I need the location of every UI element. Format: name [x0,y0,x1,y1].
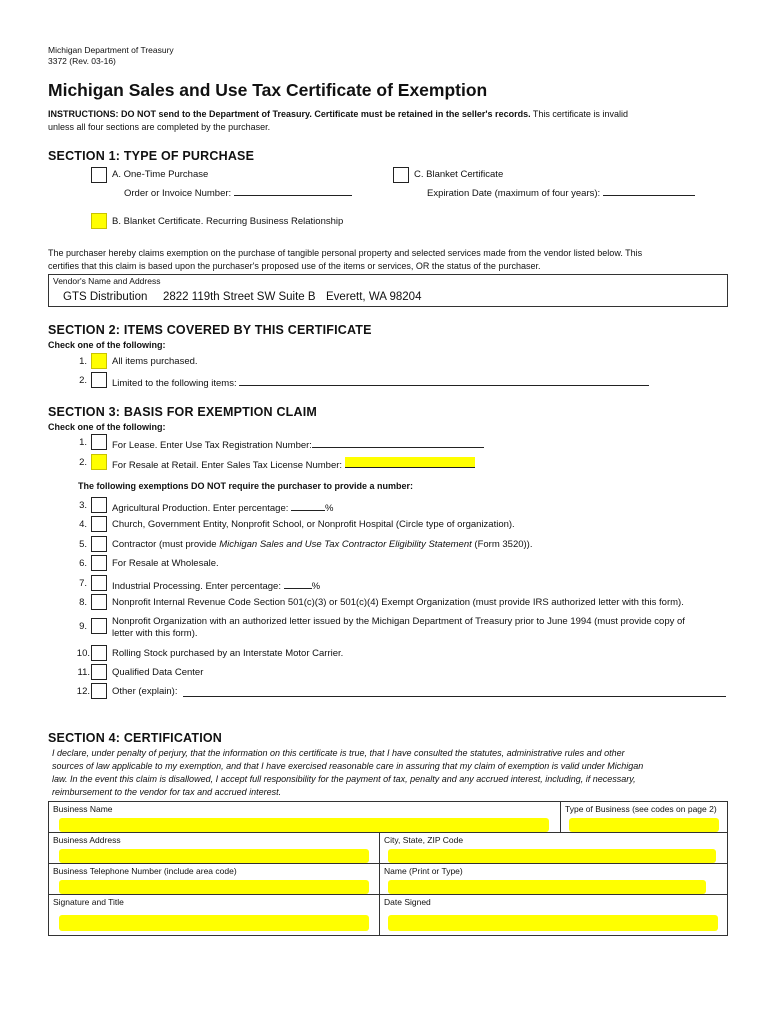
section2-item1-number: 1. [79,356,87,367]
business-address-cell [48,832,380,864]
blanket-recurring-label: B. Blanket Certificate. Recurring Business Relationship [112,216,344,227]
vendor-street[interactable]: 2822 119th Street SW Suite B [163,291,316,303]
vendor-city[interactable]: Everett, WA 98204 [326,291,422,303]
vendor-label: Vendor's Name and Address [53,276,161,286]
city-state-zip-label: City, State, ZIP Code [384,835,464,845]
section3-item3-number: 3. [79,500,87,511]
phone-input[interactable] [59,880,369,894]
business-name-input[interactable] [59,818,549,832]
order-invoice-input[interactable] [234,185,352,196]
section3-item9-number: 9. [79,621,87,632]
checkbox-limited-items[interactable] [91,372,107,388]
section1-heading: SECTION 1: TYPE OF PURCHASE [48,149,255,163]
agricultural-percent-sign: % [325,503,334,514]
date-signed-cell [379,894,728,936]
instructions-rest: This certificate is invalid [530,109,628,119]
expiration-date-input[interactable] [603,185,695,196]
expiration-date-label: Expiration Date (maximum of four years): [427,188,601,199]
section3-item6-number: 6. [79,558,87,569]
phone-label: Business Telephone Number (include area code) [53,866,237,876]
instructions [48,109,628,119]
checkbox-for-resale-retail[interactable] [91,454,107,470]
type-of-business-cell [560,801,728,833]
use-tax-registration-input[interactable] [312,437,484,448]
business-name-cell [48,801,561,833]
agency-name: Michigan Department of Treasury [48,45,174,55]
section3-item7-number: 7. [79,578,87,589]
section2-check-one: Check one of the following: [48,340,166,350]
checkbox-resale-wholesale[interactable] [91,555,107,571]
signature-cell [48,894,380,936]
contractor-label [112,539,532,550]
checkbox-one-time-purchase[interactable] [91,167,107,183]
business-name-label: Business Name [53,804,113,814]
business-address-label: Business Address [53,835,121,845]
contractor-label-italic: Michigan Sales and Use Tax Contractor Eligibility Statement [219,539,472,550]
checkbox-rolling-stock[interactable] [91,645,107,661]
section3-item12-number: 12. [76,686,90,697]
expiration-date-row [427,185,695,199]
industrial-percent-sign: % [311,581,321,592]
instructions-bold: INSTRUCTIONS: DO NOT send to the Department of Treasury. Certificate must be retained in the seller's records. [48,109,531,119]
for-resale-retail-row [112,457,475,471]
vendor-box [48,274,728,307]
city-state-zip-input[interactable] [388,849,716,863]
industrial-processing-label: Industrial Processing. Enter percentage: [112,581,281,592]
vendor-name[interactable]: GTS Distribution [63,291,148,303]
city-state-zip-cell [379,832,728,864]
agricultural-label: Agricultural Production. Enter percentage: [112,503,289,514]
name-print-label: Name (Print or Type) [384,866,463,876]
checkbox-all-items[interactable] [91,353,107,369]
sales-tax-license-input[interactable] [345,457,475,468]
checkbox-industrial-processing[interactable] [91,575,107,591]
claim-text-line1: The purchaser hereby claims exemption on the purchase of tangible personal property and selected services made from the vendor listed below. This [48,248,643,258]
limited-items-label: Limited to the following items: [112,378,237,389]
declaration-line4: reimbursement to the vendor for tax and accrued interest. [52,787,282,797]
agricultural-percentage-input[interactable] [291,500,325,511]
qualified-data-center-label: Qualified Data Center [112,667,204,678]
checkbox-nonprofit-treasury-letter[interactable] [91,618,107,634]
resale-wholesale-label: For Resale at Wholesale. [112,558,219,569]
checkbox-other[interactable] [91,683,107,699]
checkbox-church-government[interactable] [91,516,107,532]
industrial-processing-row [112,578,320,592]
section3-heading: SECTION 3: BASIS FOR EXEMPTION CLAIM [48,405,318,419]
section3-item8-number: 8. [79,597,87,608]
contractor-label-post: (Form 3520)). [471,539,533,550]
type-of-business-input[interactable] [569,818,719,832]
declaration-line2: sources of law applicable to my exemption, and that I have exercised reasonable care in assuring that my claim of exemption is valid under Michigan [52,761,644,771]
section3-item2-number: 2. [79,457,87,468]
form-title: Michigan Sales and Use Tax Certificate of Exemption [48,80,488,100]
declaration-line1: I declare, under penalty of perjury, that the information on this certificate is true, that I have consulted the statutes, administrative rules and other [52,748,625,758]
agricultural-row [112,500,333,514]
name-print-cell [379,863,728,895]
section2-heading: SECTION 2: ITEMS COVERED BY THIS CERTIFICATE [48,323,372,337]
section3-item4-number: 4. [79,519,87,530]
checkbox-blanket-recurring[interactable] [91,213,107,229]
nonprofit-treasury-line1: Nonprofit Organization with an authorized letter issued by the Michigan Department of Treasury prior to June 1994 (must provide copy of [112,616,685,627]
signature-input[interactable] [59,915,369,931]
section3-check-one: Check one of the following: [48,422,166,432]
claim-text-line2: certifies that this claim is based upon the purchaser's proposed use of the items or services, OR the status of the purchaser. [48,261,541,271]
for-resale-retail-label: For Resale at Retail. Enter Sales Tax License Number: [112,460,343,471]
phone-cell [48,863,380,895]
checkbox-qualified-data-center[interactable] [91,664,107,680]
section3-item11-number: 11. [77,667,90,678]
all-items-label: All items purchased. [112,356,198,367]
section4-heading: SECTION 4: CERTIFICATION [48,731,223,745]
one-time-purchase-label: A. One-Time Purchase [112,169,209,180]
order-invoice-row [124,185,352,199]
section2-item2-number: 2. [79,375,87,386]
checkbox-nonprofit-501c[interactable] [91,594,107,610]
other-label: Other (explain): [112,686,178,697]
declaration-line3: law. In the event this claim is disallowed, I accept full responsibility for the payment of tax, penalty and any accrued interest, including, if necessary, [52,774,636,784]
nonprofit-treasury-line2: letter with this form). [112,628,198,639]
section3-item10-number: 10. [76,648,90,659]
checkbox-blanket-certificate-c[interactable] [393,167,409,183]
for-lease-row [112,437,484,451]
church-government-label: Church, Government Entity, Nonprofit School, or Nonprofit Hospital (Circle type of organization). [112,519,515,530]
blanket-certificate-c-label: C. Blanket Certificate [414,169,504,180]
checkbox-contractor[interactable] [91,536,107,552]
type-of-business-label: Type of Business (see codes on page 2) [565,804,717,814]
name-print-input[interactable] [388,880,706,894]
date-signed-input[interactable] [388,915,718,931]
no-number-heading: The following exemptions DO NOT require the purchaser to provide a number: [78,481,414,491]
checkbox-for-lease[interactable] [91,434,107,450]
signature-label: Signature and Title [53,897,124,907]
for-lease-label: For Lease. Enter Use Tax Registration Number: [112,440,312,451]
business-address-input[interactable] [59,849,369,863]
section3-item1-number: 1. [79,437,87,448]
instructions-line2: unless all four sections are completed by the purchaser. [48,122,271,132]
limited-items-input[interactable] [239,375,649,386]
order-invoice-label: Order or Invoice Number: [124,188,232,199]
other-explain-input[interactable] [183,696,726,697]
form-number: 3372 (Rev. 03-16) [48,56,116,66]
industrial-percentage-input[interactable] [284,578,312,589]
rolling-stock-label: Rolling Stock purchased by an Interstate Motor Carrier. [112,648,344,659]
contractor-label-pre: Contractor (must provide [112,539,220,550]
limited-items-row [112,375,649,389]
date-signed-label: Date Signed [384,897,431,907]
checkbox-agricultural[interactable] [91,497,107,513]
nonprofit-501c-label: Nonprofit Internal Revenue Code Section 501(c)(3) or 501(c)(4) Exempt Organization (must provide IRS authorized letter with this form). [112,597,684,608]
section3-item5-number: 5. [79,539,87,550]
